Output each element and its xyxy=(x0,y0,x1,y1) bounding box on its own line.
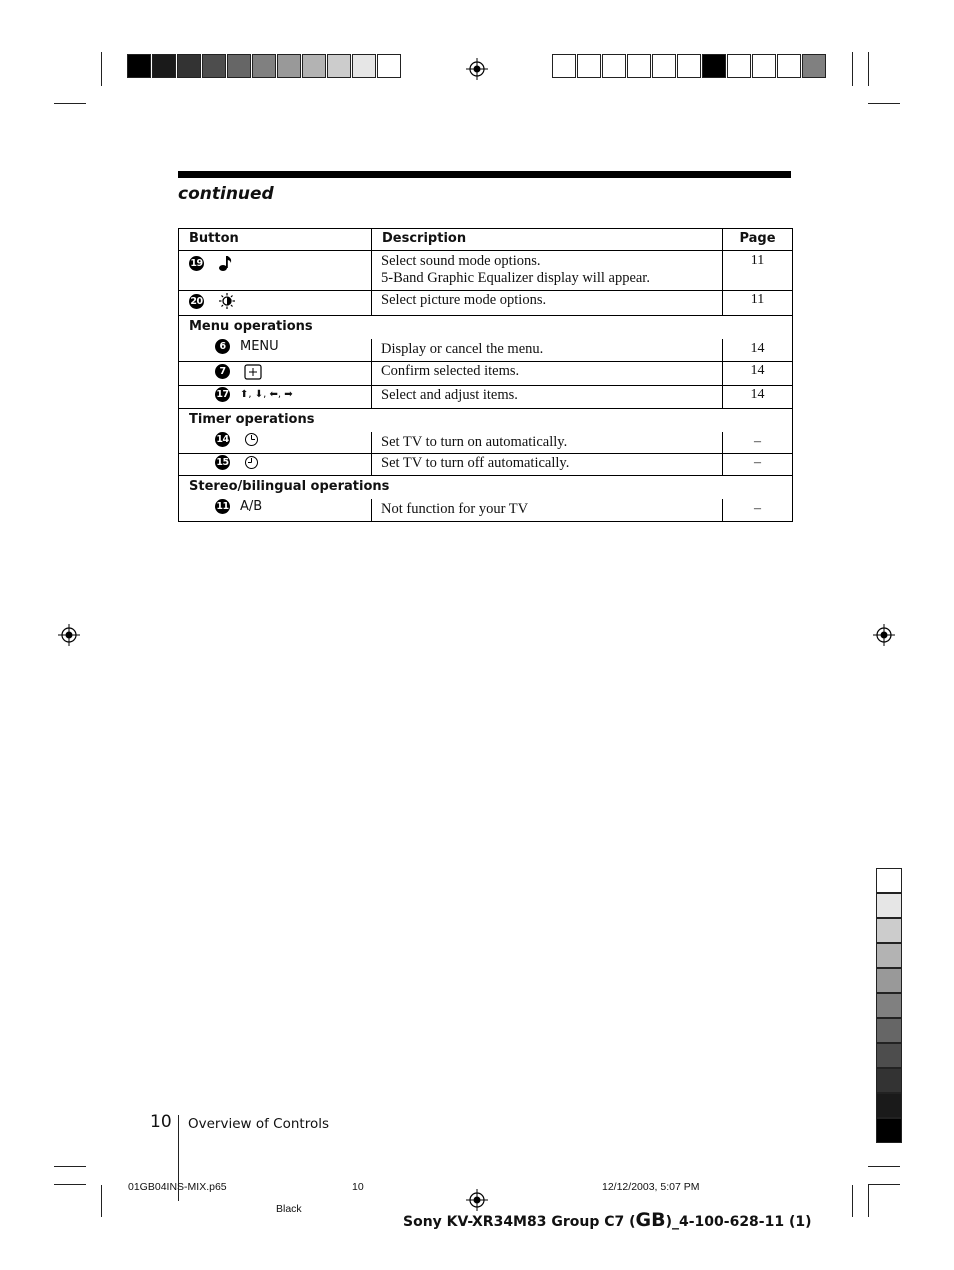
color-swatch xyxy=(802,54,826,78)
color-swatch xyxy=(202,54,226,78)
description-cell: Select picture mode options. xyxy=(372,291,723,316)
color-swatch xyxy=(227,54,251,78)
button-cell xyxy=(179,454,372,476)
callout-number: 11 xyxy=(216,501,229,512)
description-cell: Select sound mode options. 5-Band Graphic Equalizer display will appear. xyxy=(372,251,723,291)
color-swatch xyxy=(252,54,276,78)
file-name: 01GB04INS-MIX.p65 xyxy=(128,1181,227,1193)
arrow-keys-label: ⬆, ⬇, ⬅, ➡ xyxy=(240,388,293,400)
button-cell xyxy=(179,432,372,454)
page-cell: 14 xyxy=(723,361,793,385)
table-row xyxy=(179,454,793,476)
table-row xyxy=(179,432,793,454)
picture-mode-icon xyxy=(218,293,236,309)
color-swatch xyxy=(377,54,401,78)
color-swatch xyxy=(876,1018,902,1043)
description-cell: Not function for your TV xyxy=(372,499,723,521)
registration-mark-icon xyxy=(58,624,80,646)
section-title-timer: Timer operations xyxy=(179,408,793,432)
callout-number: 17 xyxy=(216,388,229,400)
button-label: A/B xyxy=(240,499,263,514)
color-swatch xyxy=(876,1093,902,1118)
section-row xyxy=(179,476,793,500)
callout-number: 19 xyxy=(190,257,203,269)
button-cell xyxy=(179,499,372,521)
callout-number: 6 xyxy=(215,339,230,354)
color-swatch xyxy=(876,1043,902,1068)
registration-mark-icon xyxy=(466,1189,488,1211)
section-title-menu: Menu operations xyxy=(179,316,793,340)
table-row xyxy=(179,251,793,291)
color-swatch xyxy=(677,54,701,78)
color-swatch xyxy=(177,54,201,78)
file-page: 10 xyxy=(352,1181,364,1193)
header-button: Button xyxy=(179,229,372,251)
callout-number: 15 xyxy=(216,457,229,468)
color-swatch xyxy=(352,54,376,78)
color-swatch xyxy=(602,54,626,78)
controls-table xyxy=(178,228,793,522)
registration-mark-icon xyxy=(873,624,895,646)
button-cell xyxy=(179,385,372,408)
description-cell: Set TV to turn on automatically. xyxy=(372,432,723,454)
color-swatch xyxy=(702,54,726,78)
timer-off-icon xyxy=(244,455,259,470)
table-row xyxy=(179,291,793,316)
color-swatch xyxy=(627,54,651,78)
button-cell xyxy=(179,291,372,316)
page-cell: 14 xyxy=(723,339,793,361)
plate-color: Black xyxy=(276,1203,302,1215)
music-note-icon xyxy=(218,254,234,272)
color-swatch xyxy=(876,893,902,918)
color-swatch xyxy=(727,54,751,78)
section-row xyxy=(179,316,793,340)
page-cell: – xyxy=(723,454,793,476)
page-cell: 11 xyxy=(723,291,793,316)
button-cell xyxy=(179,339,372,361)
color-swatch xyxy=(552,54,576,78)
header-page: Page xyxy=(723,229,793,251)
table-row xyxy=(179,339,793,361)
color-swatch xyxy=(127,54,151,78)
table-header-row xyxy=(179,229,793,251)
header-description: Description xyxy=(372,229,723,251)
color-swatch xyxy=(752,54,776,78)
enter-icon xyxy=(244,364,262,380)
page-cell: – xyxy=(723,432,793,454)
color-swatch xyxy=(876,943,902,968)
callout-number: 20 xyxy=(190,295,203,307)
color-swatch xyxy=(876,1118,902,1143)
continued-heading: continued xyxy=(178,184,274,204)
color-swatch xyxy=(302,54,326,78)
color-swatch xyxy=(327,54,351,78)
description-cell: Set TV to turn off automatically. xyxy=(372,454,723,476)
color-swatch xyxy=(152,54,176,78)
registration-mark-icon xyxy=(466,58,488,80)
page-number: 10 xyxy=(150,1112,172,1132)
color-swatch xyxy=(777,54,801,78)
print-datetime: 12/12/2003, 5:07 PM xyxy=(602,1181,700,1193)
color-swatch xyxy=(652,54,676,78)
color-swatch xyxy=(577,54,601,78)
color-swatch xyxy=(876,1068,902,1093)
color-swatch xyxy=(876,918,902,943)
button-cell xyxy=(179,361,372,385)
callout-number: 7 xyxy=(215,364,230,379)
section-title-stereo: Stereo/bilingual operations xyxy=(179,476,793,500)
table-row xyxy=(179,499,793,521)
model-line: Sony KV-XR34M83 Group C7 (GB)_4-100-628-11 (1) xyxy=(403,1209,812,1231)
button-label: MENU xyxy=(240,339,279,354)
timer-on-icon xyxy=(244,432,259,447)
color-swatch xyxy=(876,968,902,993)
color-swatch xyxy=(277,54,301,78)
description-cell: Display or cancel the menu. xyxy=(372,339,723,361)
description-cell: Confirm selected items. xyxy=(372,361,723,385)
page-cell: – xyxy=(723,499,793,521)
section-row xyxy=(179,408,793,432)
section-name: Overview of Controls xyxy=(188,1116,329,1132)
callout-number: 14 xyxy=(216,433,229,445)
table-row xyxy=(179,385,793,408)
table-row xyxy=(179,361,793,385)
color-swatch xyxy=(876,993,902,1018)
heading-rule xyxy=(178,171,791,178)
page-cell: 11 xyxy=(723,251,793,291)
button-cell xyxy=(179,251,372,291)
description-cell: Select and adjust items. xyxy=(372,385,723,408)
color-swatch xyxy=(876,868,902,893)
page-cell: 14 xyxy=(723,385,793,408)
